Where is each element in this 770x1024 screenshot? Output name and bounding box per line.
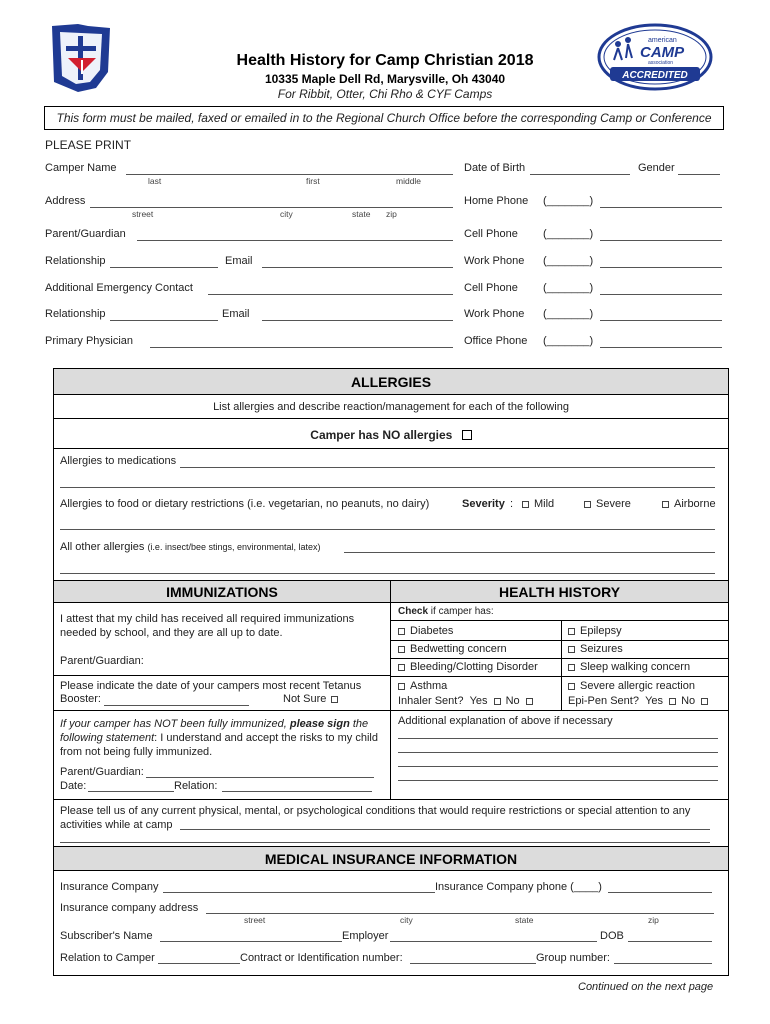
severe-checkbox[interactable]	[584, 501, 591, 508]
hh-diabetes[interactable]: Diabetes	[398, 625, 453, 637]
insurance-phone-label: Insurance Company phone (____)	[435, 881, 602, 893]
no-allergies-label: Camper has NO allergies	[310, 428, 453, 442]
home-phone-label: Home Phone	[464, 195, 529, 207]
immunization-waiver: If your camper has NOT been fully immunized, please sign the following statement: I understand and accept the risks to my child from not being fully immunized.	[60, 718, 378, 758]
relation-to-camper-label: Relation to Camper	[60, 952, 155, 964]
mild-label: Mild	[534, 498, 555, 510]
waiver-parent-label: Parent/Guardian:	[60, 766, 144, 778]
severity-severe[interactable]	[584, 498, 631, 510]
continued-note: Continued on the next page	[578, 981, 714, 993]
address-sub-street: street	[132, 209, 154, 219]
insurance-address-label: Insurance company address	[60, 902, 199, 914]
name-sub-first: first	[306, 176, 320, 186]
physician-label: Primary Physician	[45, 335, 134, 347]
insurance-address-field[interactable]	[206, 913, 714, 914]
food-allergies-field[interactable]	[60, 529, 715, 530]
employer-label: Employer	[342, 930, 389, 942]
airborne-label: Airborne	[674, 498, 716, 510]
hh-bleeding[interactable]: Bleeding/Clotting Disorder	[398, 661, 538, 673]
ins-address-sub-state: state	[515, 915, 534, 925]
conditions-text: Please tell us of any current physical, mental, or psychological conditions that would require restrictions or special attention to any activities while at camp	[60, 805, 691, 831]
booster-field[interactable]	[104, 705, 249, 706]
insurance-company-field[interactable]	[163, 892, 435, 893]
additional-explanation-field-3[interactable]	[398, 766, 718, 767]
gender-field[interactable]	[678, 174, 720, 175]
other-allergies-field-2[interactable]	[60, 573, 715, 574]
home-phone-field[interactable]	[600, 207, 722, 208]
dob-field[interactable]	[530, 174, 630, 175]
cell-phone-2-paren: (_______)	[543, 282, 594, 294]
hh-severe-allergic[interactable]: Severe allergic reaction	[568, 680, 695, 692]
ins-address-sub-zip: zip	[648, 915, 659, 925]
severity-label: Severity	[462, 498, 505, 510]
name-sub-middle: middle	[396, 176, 422, 186]
work-phone-label: Work Phone	[464, 255, 525, 267]
dob-label: Date of Birth	[464, 162, 526, 174]
svg-text:association: association	[648, 60, 674, 66]
work-phone-2-field[interactable]	[600, 320, 722, 321]
subscriber-name-label: Subscriber's Name	[60, 930, 153, 942]
subscriber-name-field[interactable]	[160, 941, 342, 942]
waiver-date-label: Date:	[60, 780, 87, 792]
office-phone-label: Office Phone	[464, 335, 528, 347]
employer-field[interactable]	[390, 941, 597, 942]
contract-number-field[interactable]	[410, 963, 536, 964]
mild-checkbox[interactable]	[522, 501, 529, 508]
email-field[interactable]	[262, 267, 453, 268]
medication-allergies-label: Allergies to medications	[60, 455, 177, 467]
address-sub-city: city	[280, 209, 293, 219]
airborne-checkbox[interactable]	[662, 501, 669, 508]
other-allergies-field[interactable]	[344, 552, 715, 553]
severe-label: Severe	[596, 498, 631, 510]
no-allergies-checkbox[interactable]	[462, 430, 472, 440]
dob-insurance-field[interactable]	[628, 941, 712, 942]
notice-box: This form must be mailed, faxed or emailed in to the Regional Church Office before the corresponding Camp or Conference	[44, 106, 724, 130]
hh-seizures[interactable]: Seizures	[568, 643, 623, 655]
tetanus-text: Please indicate the date of your campers most recent Tetanus	[60, 680, 362, 692]
conditions-field-1[interactable]	[180, 829, 710, 830]
medication-allergies-field-2[interactable]	[60, 487, 715, 488]
hh-epilepsy[interactable]: Epilepsy	[568, 625, 622, 637]
cell-phone-label: Cell Phone	[464, 228, 518, 240]
parent-guardian-field[interactable]	[137, 240, 453, 241]
hh-asthma[interactable]: Asthma	[398, 680, 447, 692]
severity-mild[interactable]	[522, 498, 554, 510]
emergency-contact-field[interactable]	[208, 294, 453, 295]
work-phone-field[interactable]	[600, 267, 722, 268]
address-sub-state: state	[352, 209, 371, 219]
ins-address-sub-city: city	[400, 915, 413, 925]
dob-insurance-label: DOB	[600, 930, 624, 942]
no-allergies-row	[54, 428, 728, 442]
svg-text:CAMP: CAMP	[640, 44, 685, 61]
hh-bedwetting[interactable]: Bedwetting concern	[398, 643, 507, 655]
office-phone-paren: (_______)	[543, 335, 594, 347]
relationship-field[interactable]	[110, 267, 218, 268]
waiver-parent-field[interactable]	[146, 777, 374, 778]
work-phone-2-label: Work Phone	[464, 308, 525, 320]
hh-sleepwalking[interactable]: Sleep walking concern	[568, 661, 690, 673]
work-phone-2-paren: (_______)	[543, 308, 594, 320]
insurance-company-label: Insurance Company	[60, 881, 159, 893]
attest-parent-label: Parent/Guardian:	[60, 655, 144, 667]
email-2-field[interactable]	[262, 320, 453, 321]
address-field[interactable]	[90, 207, 453, 208]
health-history-header: HEALTH HISTORY	[391, 581, 728, 603]
not-sure-label: Not Sure	[283, 693, 327, 705]
additional-explanation-label: Additional explanation of above if necessary	[398, 715, 613, 727]
not-sure-option[interactable]	[283, 693, 338, 705]
allergies-instruction: List allergies and describe reaction/management for each of the following	[213, 401, 569, 413]
inhaler-no-checkbox[interactable]	[526, 698, 533, 705]
conditions-field-2[interactable]	[60, 842, 710, 843]
check-if-label: Check if camper has:	[398, 606, 494, 617]
relationship-label: Relationship	[45, 255, 106, 267]
name-sub-last: last	[148, 176, 162, 186]
form-title: Health History for Camp Christian 2018	[236, 52, 534, 69]
cell-phone-field[interactable]	[600, 240, 722, 241]
physician-field[interactable]	[150, 347, 453, 348]
inhaler-yes-checkbox[interactable]	[494, 698, 501, 705]
relationship-2-label: Relationship	[45, 308, 106, 320]
relation-to-camper-field[interactable]	[158, 963, 240, 964]
group-number-label: Group number:	[536, 952, 610, 964]
waiver-relation-label: Relation:	[174, 780, 218, 792]
gender-label: Gender	[638, 162, 675, 174]
other-allergies-label: All other allergies (i.e. insect/bee stings, environmental, latex)	[60, 541, 321, 553]
address-sub-zip: zip	[386, 209, 397, 219]
office-phone-field[interactable]	[600, 347, 722, 348]
please-print: PLEASE PRINT	[45, 138, 132, 152]
svg-text:ACCREDITED: ACCREDITED	[622, 70, 688, 81]
work-phone-paren: (_______)	[543, 255, 594, 267]
ins-address-sub-street: street	[244, 915, 266, 925]
home-phone-paren: (_______)	[543, 195, 594, 207]
camper-name-field[interactable]	[126, 174, 453, 175]
address-label: Address	[45, 195, 86, 207]
medication-allergies-field[interactable]	[180, 467, 715, 468]
emergency-contact-label: Additional Emergency Contact	[45, 282, 193, 294]
additional-explanation-field-1[interactable]	[398, 738, 718, 739]
immunizations-header: IMMUNIZATIONS	[54, 581, 390, 603]
camp-address: 10335 Maple Dell Rd, Marysville, Oh 43040	[264, 72, 506, 86]
waiver-date-field[interactable]	[88, 791, 174, 792]
insurance-phone-field[interactable]	[608, 892, 712, 893]
waiver-relation-field[interactable]	[222, 791, 372, 792]
camps-list: For Ribbit, Otter, Chi Rho & CYF Camps	[277, 87, 493, 101]
epipen-sent: Epi-Pen Sent? Yes No	[568, 695, 708, 707]
allergies-header: ALLERGIES	[54, 369, 728, 395]
additional-explanation-field-4[interactable]	[398, 780, 718, 781]
parent-guardian-label: Parent/Guardian	[45, 228, 126, 240]
inhaler-sent: Inhaler Sent? Yes No	[398, 695, 538, 707]
svg-text:american: american	[648, 37, 677, 44]
cell-phone-2-field[interactable]	[600, 294, 722, 295]
severity-airborne[interactable]	[662, 498, 716, 510]
not-sure-checkbox[interactable]	[331, 696, 338, 703]
food-allergies-label: Allergies to food or dietary restrictions (i.e. vegetarian, no peanuts, no dairy)	[60, 498, 430, 510]
insurance-header: MEDICAL INSURANCE INFORMATION	[54, 847, 728, 871]
epipen-yes-checkbox[interactable]	[669, 698, 676, 705]
epipen-no-checkbox[interactable]	[701, 698, 708, 705]
aca-accredited-logo	[596, 22, 714, 92]
group-number-field[interactable]	[614, 963, 712, 964]
immunization-attest: I attest that my child has received all required immunizations needed by school, and they are all up to date.	[60, 613, 355, 639]
email-label: Email	[225, 255, 253, 267]
camper-name-label: Camper Name	[45, 162, 117, 174]
relationship-2-field[interactable]	[110, 320, 218, 321]
booster-label: Booster:	[60, 693, 101, 705]
cell-phone-paren: (_______)	[543, 228, 594, 240]
cell-phone-2-label: Cell Phone	[464, 282, 518, 294]
email-2-label: Email	[222, 308, 250, 320]
contract-number-label: Contract or Identification number:	[240, 952, 403, 964]
severity-colon: :	[510, 498, 514, 510]
additional-explanation-field-2[interactable]	[398, 752, 718, 753]
